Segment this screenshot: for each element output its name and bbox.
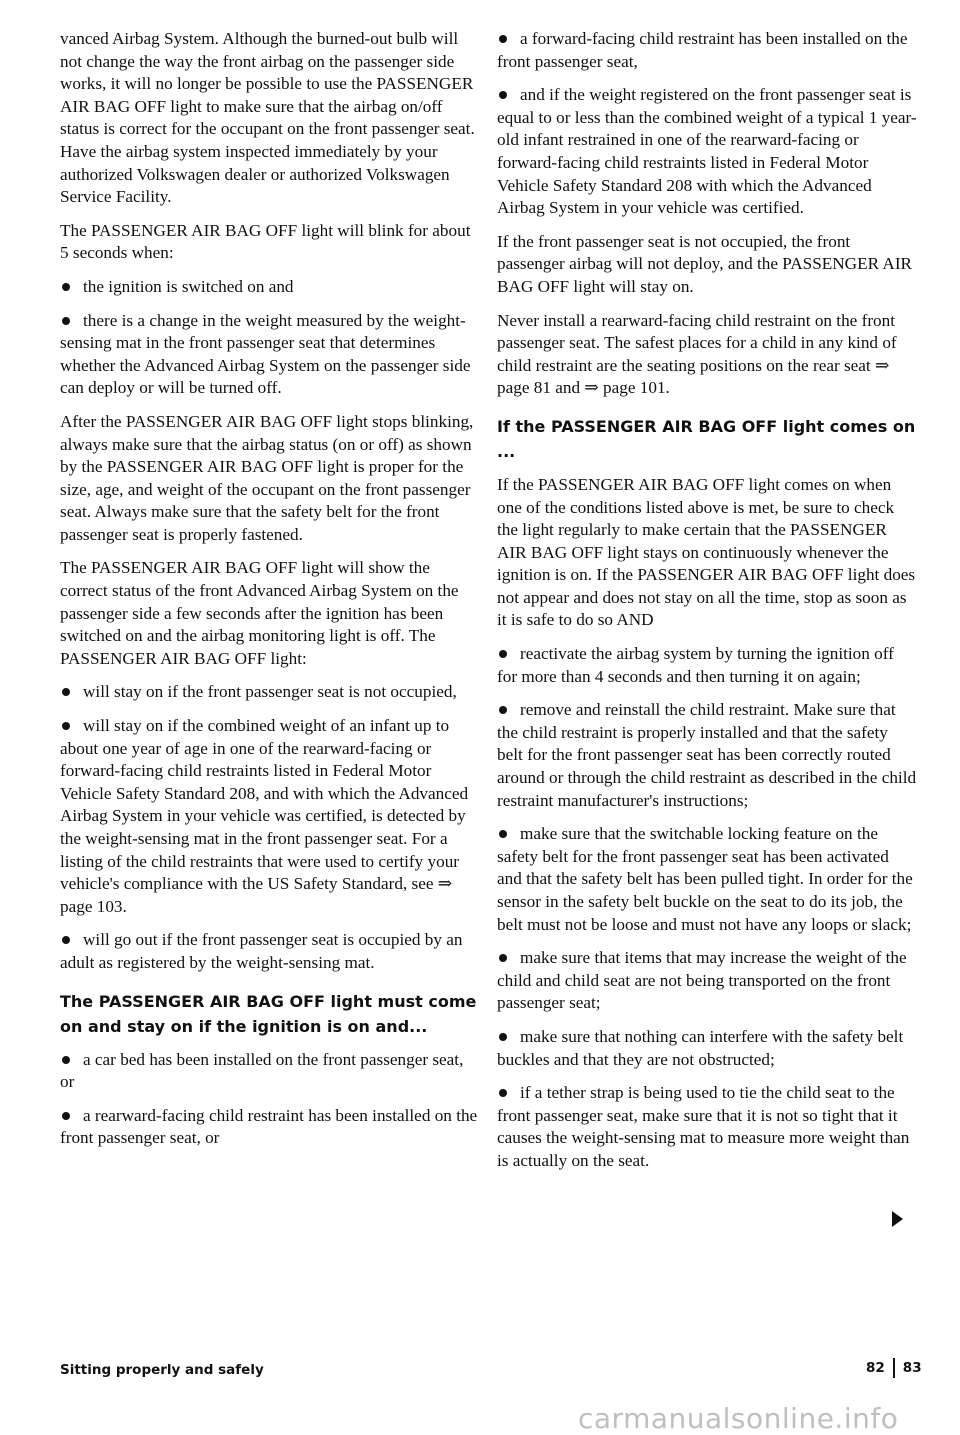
list-item-text: make sure that nothing can interfere with the safety belt buckles and that they are not obstructed; xyxy=(497,1026,904,1069)
list-item xyxy=(60,1049,480,1094)
bullet-icon xyxy=(499,91,507,99)
bullet-icon xyxy=(499,1089,507,1097)
page-number-right: 83 xyxy=(902,1360,922,1376)
continue-arrow-icon xyxy=(892,1211,903,1227)
list-item-text: will stay on if the front passenger seat is not occupied, xyxy=(83,682,457,702)
list-item xyxy=(497,947,917,1015)
list-item xyxy=(60,681,480,704)
list-item-text: remove and reinstall the child restraint. Make sure that the child restraint is properly installed and that the safety belt for the front passenger seat has been correctly routed around or through the child restraint as described in the child restraint manufacturer's instructions; xyxy=(497,700,917,810)
bullet-icon xyxy=(62,722,70,730)
list-item-text: a forward-facing child restraint has been installed on the front passenger seat, xyxy=(497,29,908,71)
paragraph: The PASSENGER AIR BAG OFF light will show the correct status of the front Advanced Airbag System on the passenger side a few seconds after the ignition has been switched on and the airbag monitoring light is off. The PASSENGER AIR BAG OFF light: xyxy=(60,558,459,668)
paragraph: vanced Airbag System. Although the burned-out bulb will not change the way the front airbag on the passenger side works, it will no longer be possible to use the PASSENGER AIR BAG OFF light to make sure that the airbag on/off status is correct for the occupant on the front passenger seat. Have the airbag system inspected immediately by your authorized Volkswagen dealer or authorized Volkswagen Service Facility. xyxy=(60,29,475,207)
list-item-text: and if the weight registered on the front passenger seat is equal to or less than the combined weight of a typical 1 year-old infant restrained in one of the rearward-facing or forward-facing child restraints listed in Federal Motor Vehicle Safety Standard 208 with which the Advanced Airbag System in your vehicle was certified. xyxy=(497,85,917,218)
list-item xyxy=(497,823,917,936)
bullet-icon xyxy=(499,35,507,43)
list-item xyxy=(497,643,917,688)
list-item xyxy=(497,1026,917,1071)
list-item xyxy=(60,715,480,918)
list-item-text: make sure that the switchable locking feature on the safety belt for the front passenger seat has been activated and that the safety belt has been pulled tight. In order for the sensor in the safety belt buckle on the seat to do its job, the belt must not be loose and must not have any loops or slack; xyxy=(497,824,913,934)
right-column xyxy=(497,28,917,1184)
list-item xyxy=(60,1105,480,1150)
list-item xyxy=(497,1082,917,1172)
list-item xyxy=(497,84,917,220)
bullet-icon xyxy=(62,317,70,325)
bullet-icon xyxy=(62,688,70,696)
list-item xyxy=(497,28,917,73)
list-item-text: will stay on if the combined weight of an infant up to about one year of age in one of the rearward-facing or forward-facing child restraints listed in Federal Motor Vehicle Safety Standard 208, and with which the Advanced Airbag System in your vehicle was certified, is detected by the weight-sensing mat in the front passenger seat. For a listing of the child restraints that were used to certify your vehicle's compliance with the US Safety Standard, see ⇒ page 103. xyxy=(60,716,469,916)
list-item-text: a rearward-facing child restraint has been installed on the front passenger seat, or xyxy=(60,1105,478,1148)
list-item-text: there is a change in the weight measured by the weight-sensing mat in the front passenger seat that determines whether the Advanced Airbag System on the passenger side can deploy or will be turned off. xyxy=(60,310,471,398)
paragraph: Never install a rearward-facing child restraint on the front passenger seat. The safest places for a child in any kind of child restraint are the seating positions on the rear seat ⇒ page 81 and ⇒ page 101. xyxy=(497,310,897,398)
paragraph: If the PASSENGER AIR BAG OFF light comes on when one of the conditions listed above is met, be sure to check the light regularly to make certain that the PASSENGER AIR BAG OFF light stays on continuously whenever the ignition is on. If the PASSENGER AIR BAG OFF light does not appear and does not stay on all the time, stop as soon as it is safe to do so AND xyxy=(497,474,916,630)
bullet-icon xyxy=(62,1112,70,1120)
list-item-text: reactivate the airbag system by turning the ignition off for more than 4 seconds and then turning it on again; xyxy=(497,644,894,686)
list-item xyxy=(60,276,480,299)
paragraph: The PASSENGER AIR BAG OFF light will blink for about 5 seconds when: xyxy=(60,220,471,263)
page-numbers xyxy=(866,1358,922,1378)
paragraph: After the PASSENGER AIR BAG OFF light stops blinking, always make sure that the airbag status (on or off) as shown by the PASSENGER AIR BAG OFF light is proper for the size, age, and weight of the occupant on the front passenger seat. Always make sure that the safety belt for the front passenger seat is properly fastened. xyxy=(60,411,474,544)
list-item xyxy=(60,310,480,400)
list-item xyxy=(497,699,917,812)
bullet-icon xyxy=(499,706,507,714)
list-item-text: if a tether strap is being used to tie the child seat to the front passenger seat, make sure that it is not so tight that it causes the weight-sensing mat to measure more weight than is actually on the seat. xyxy=(497,1083,910,1170)
footer-section-title: Sitting properly and safely xyxy=(60,1362,264,1378)
paragraph: If the front passenger seat is not occupied, the front passenger airbag will not deploy, and the PASSENGER AIR BAG OFF light will stay on. xyxy=(497,231,913,296)
bullet-icon xyxy=(499,650,507,658)
left-column xyxy=(60,28,480,1161)
bullet-icon xyxy=(499,954,507,962)
section-heading: If the PASSENGER AIR BAG OFF light comes on ... xyxy=(497,416,916,461)
list-item-text: make sure that items that may increase the weight of the child and child seat are not being transported on the front passenger seat; xyxy=(497,948,907,1013)
watermark: carmanualsonline.info xyxy=(578,1402,899,1435)
section-heading: The PASSENGER AIR BAG OFF light must come on and stay on if the ignition is on and... xyxy=(60,991,477,1036)
bullet-icon xyxy=(499,1033,507,1041)
bullet-icon xyxy=(62,1056,70,1064)
bullet-icon xyxy=(62,283,70,291)
list-item-text: will go out if the front passenger seat is occupied by an adult as registered by the weight-sensing mat. xyxy=(60,930,463,972)
list-item xyxy=(60,929,480,974)
page-divider xyxy=(893,1358,895,1378)
page-number-left: 82 xyxy=(866,1360,885,1376)
bullet-icon xyxy=(62,936,70,944)
list-item-text: the ignition is switched on and xyxy=(83,276,294,296)
bullet-icon xyxy=(499,830,507,838)
list-item-text: a car bed has been installed on the front passenger seat, or xyxy=(60,1049,464,1092)
